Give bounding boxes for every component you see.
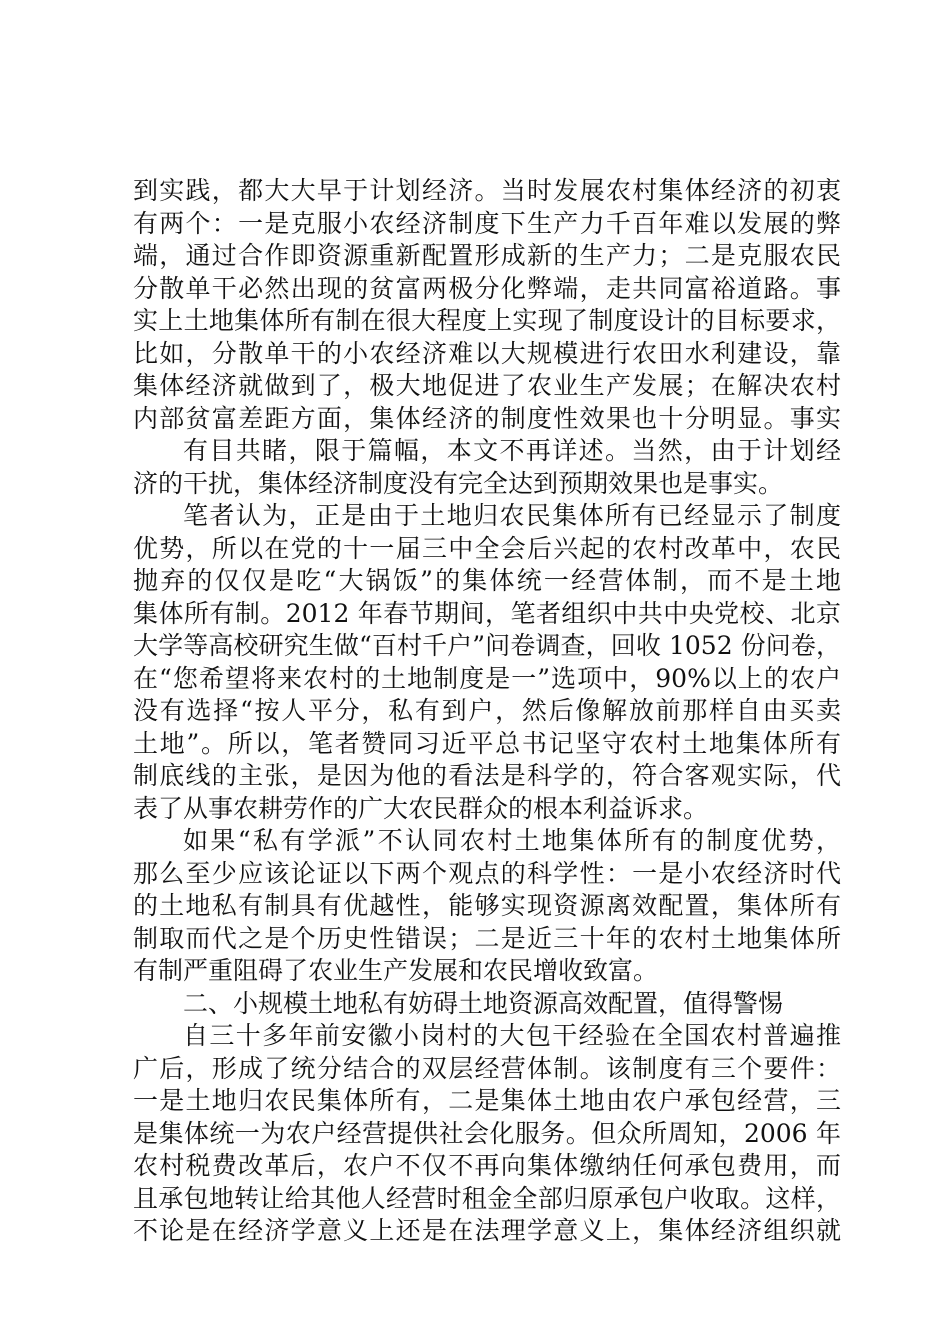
text-line: 没有选择“按人平分，私有到户，然后像解放前那样自由买卖 [133, 696, 841, 725]
paragraph-3 [133, 500, 841, 825]
text-line: 土地”。所以，笔者赞同习近平总书记坚守农村土地集体所有 [133, 728, 841, 758]
text-line: 的土地私有制具有优越性，能够实现资源离效配置，集体所有 [133, 891, 841, 920]
paragraph-4 [133, 825, 841, 988]
text-line: 表了从事农耕劳作的广大农民群众的根本利益诉求。 [133, 793, 709, 823]
paragraph-1 [133, 175, 841, 435]
text-line: 实上土地集体所有制在很大程度上实现了制度设计的目标要求， [133, 306, 841, 335]
text-line: 那么至少应该论证以下两个观点的科学性：一是小农经济时代 [133, 858, 841, 888]
text-line: 广后，形成了统分结合的双层经营体制。该制度有三个要件： [133, 1053, 841, 1083]
document-page [133, 175, 841, 1248]
text-line: 且承包地转让给其他人经营时租金全部归原承包户收取。这样， [133, 1183, 841, 1213]
text-line: 一是土地归农民集体所有，二是集体土地由农户承包经营，三 [133, 1086, 841, 1115]
text-line: 比如，分散单干的小农经济难以大规模进行农田水利建设，靠 [133, 338, 841, 368]
text-line: 有制严重阻碍了农业生产发展和农民增收致富。 [133, 956, 659, 985]
paragraph-2 [133, 435, 841, 500]
text-line: 自三十多年前安徽小岗村的大包干经验在全国农村普遍推 [183, 1021, 841, 1050]
text-line: 内部贫富差距方面，集体经济的制度性效果也十分明显。事实 [133, 403, 841, 433]
text-line: 济的干扰，集体经济制度没有完全达到预期效果也是事实。 [133, 468, 784, 498]
text-line: 优势，所以在党的十一届三中全会后兴起的农村改革中，农民 [133, 533, 841, 563]
text-line: 是集体统一为农户经营提供社会化服务。但众所周知，2006 年 [133, 1118, 841, 1148]
text-line: 制底线的主张，是因为他的看法是科学的，符合客观实际，代 [133, 761, 841, 790]
text-line: 在“您希望将来农村的土地制度是一”选项中，90%以上的农户 [133, 663, 841, 693]
text-line: 集体经济就做到了，极大地促进了农业生产发展；在解决农村 [133, 371, 841, 400]
text-line: 有两个：一是克服小农经济制度下生产力千百年难以发展的弊 [133, 208, 841, 238]
text-line: 端，通过合作即资源重新配置形成新的生产力；二是克服农民 [133, 241, 841, 270]
text-line: 不论是在经济学意义上还是在法理学意义上，集体经济组织就 [133, 1216, 841, 1245]
text-line: 抛弃的仅仅是吃“大锅饭”的集体统一经营体制，而不是土地 [133, 566, 841, 595]
text-line: 大学等高校研究生做“百村千户”问卷调查，回收 1052 份问卷， [133, 631, 841, 660]
section-heading [133, 988, 841, 1021]
text-line: 如果“私有学派”不认同农村土地集体所有的制度优势， [183, 826, 841, 855]
text-line: 到实践，都大大早于计划经济。当时发展农村集体经济的初衷 [133, 176, 841, 205]
text-line: 有目共睹，限于篇幅，本文不再详述。当然，由于计划经 [183, 436, 841, 465]
text-line: 集体所有制。2012 年春节期间，笔者组织中共中央党校、北京 [133, 598, 841, 628]
text-line: 分散单干必然出现的贫富两极分化弊端，走共同富裕道路。事 [133, 273, 841, 303]
paragraph-5 [133, 1020, 841, 1248]
text-line: 制取而代之是个历史性错误；二是近三十年的农村土地集体所 [133, 923, 841, 953]
heading-line: 二、小规模土地私有妨碍土地资源高效配置，值得警惕 [183, 988, 784, 1018]
text-line: 笔者认为，正是由于土地归农民集体所有已经显示了制度 [183, 501, 841, 530]
text-line: 农村税费改革后，农户不仅不再向集体缴纳任何承包费用，而 [133, 1151, 841, 1180]
